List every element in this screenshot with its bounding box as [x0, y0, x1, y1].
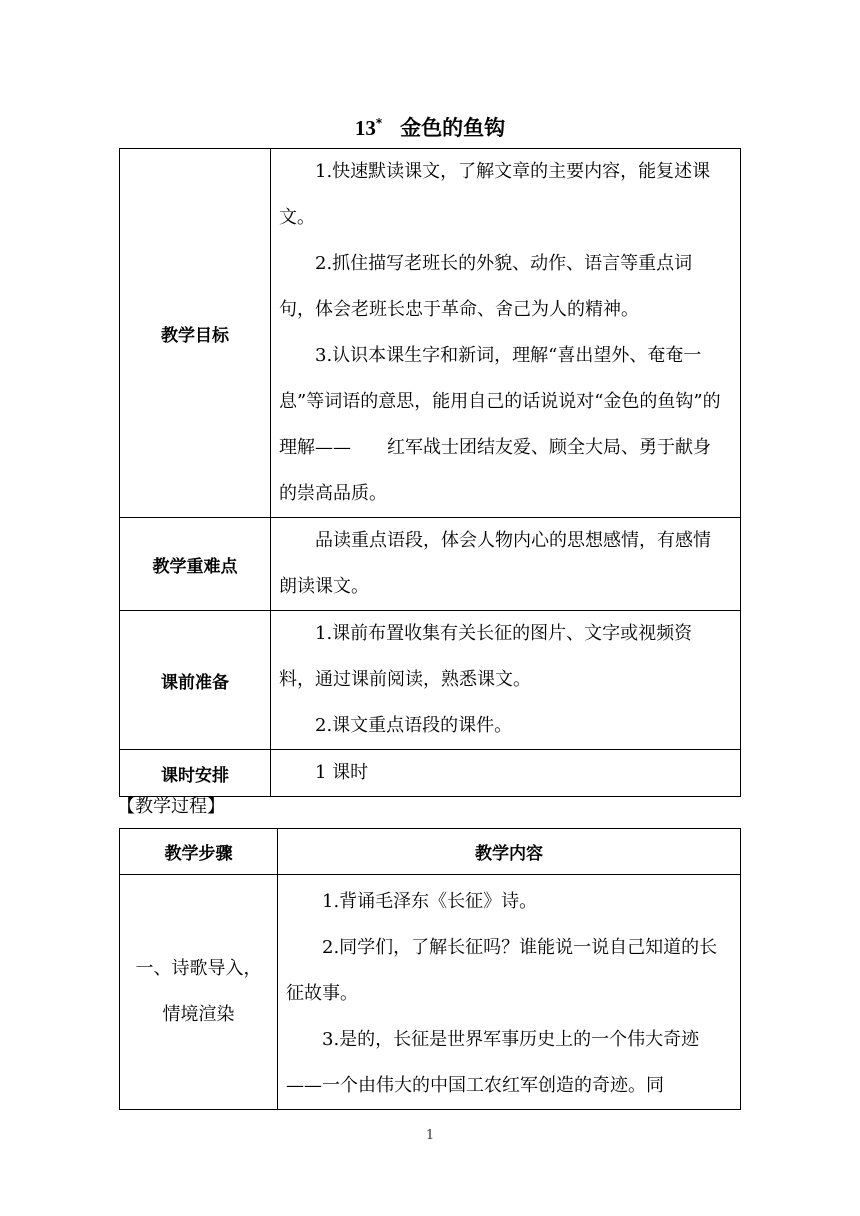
table-row: [120, 750, 741, 797]
lesson-info-table: [119, 148, 741, 797]
section-label-process: 【教学过程】: [117, 796, 225, 817]
header-content: 教学内容: [278, 829, 741, 875]
content-line-2: 2.同学们，了解长征吗？谁能说一说自己知道的长征故事。: [286, 937, 718, 1004]
step-cell: [120, 875, 278, 1110]
table-row: [120, 611, 741, 750]
lesson-title: [0, 112, 860, 142]
content-line-1: 1.背诵毛泽东《长征》诗。: [322, 891, 538, 912]
content-line-3: 3.是的，长征是世界军事历史上的一个伟大奇迹——一个由伟大的中国工农红军创造的奇迹。同: [286, 1029, 700, 1096]
table-row: [120, 149, 741, 518]
step-line-1: 一、诗歌导入，: [135, 958, 262, 979]
table-row: [120, 518, 741, 611]
schedule-1: 1 课时: [315, 762, 369, 783]
row-label-schedule: 课时安排: [120, 750, 271, 797]
header-step: 教学步骤: [120, 829, 278, 875]
row-label-preparation: 课前准备: [120, 611, 271, 750]
preparation-1: 1.课前布置收集有关长征的图片、文字或视频资料，通过课前阅读，熟悉课文。: [279, 623, 693, 690]
objectives-content: [271, 149, 741, 518]
objective-2: 2.抓住描写老班长的外貌、动作、语言等重点词句，体会老班长忠于革命、舍己为人的精神。: [279, 253, 693, 320]
objective-1: 1.快速默读课文，了解文章的主要内容，能复述课文。: [279, 161, 711, 228]
lesson-number: 13: [354, 116, 376, 140]
key-points-content: [271, 518, 741, 611]
page-number: 1: [425, 1128, 435, 1143]
preparation-content: [271, 611, 741, 750]
lesson-mark: *: [375, 116, 383, 130]
step-content: [278, 875, 741, 1110]
table-header-row: [120, 829, 741, 875]
objective-3: 3.认识本课生字和新词，理解“喜出望外、奄奄一息”等词语的意思，能用自己的话说说对“金色的鱼钩”的理解—— 红军战士团结友爱、顾全大局、勇于献身的崇高品质。: [279, 345, 721, 504]
table-row: [120, 875, 741, 1110]
lesson-title-text: 金色的鱼钩: [400, 116, 506, 140]
row-label-key-points: 教学重难点: [120, 518, 271, 611]
process-table: [119, 828, 741, 1110]
schedule-content: [271, 750, 741, 797]
step-line-2: 情境渲染: [162, 1004, 235, 1025]
preparation-2: 2.课文重点语段的课件。: [315, 715, 513, 736]
key-point-1: 品读重点语段，体会人物内心的思想感情，有感情朗读课文。: [279, 530, 711, 597]
row-label-objectives: 教学目标: [120, 149, 271, 518]
